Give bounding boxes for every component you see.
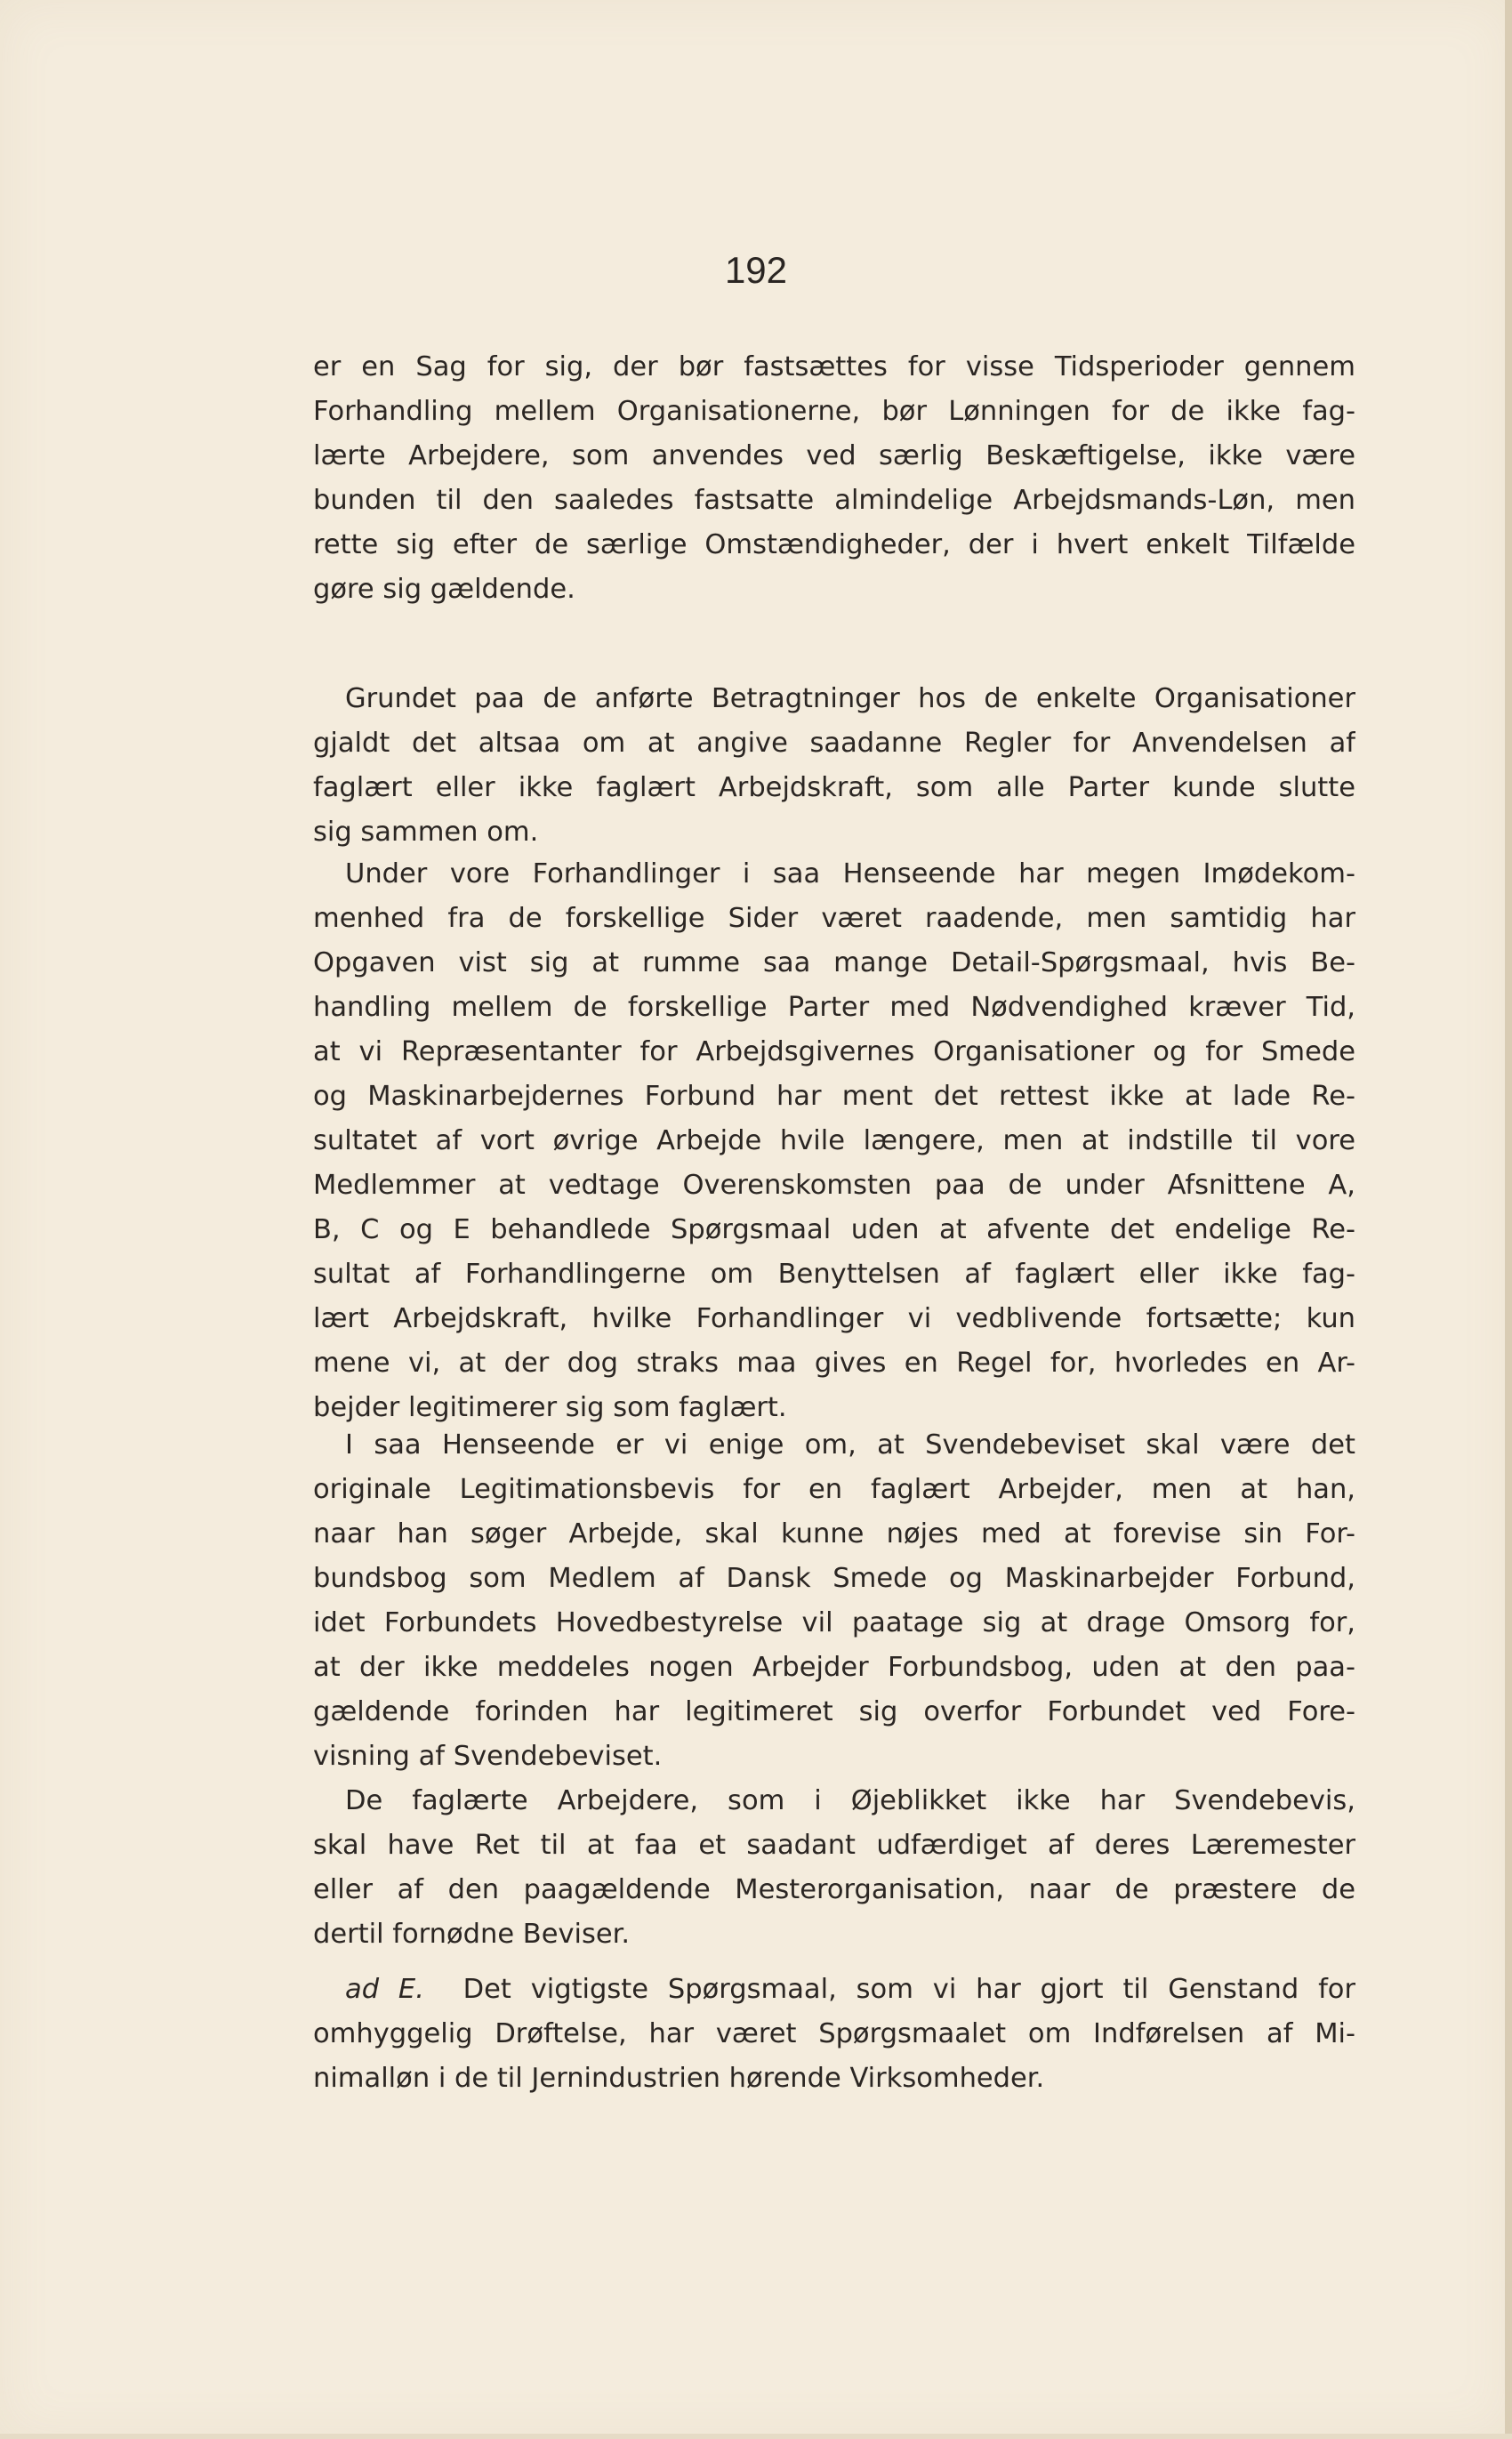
text-line: at vi Repræsentanter for Arbejdsgivernes Organisationer og for Smede bbox=[313, 1036, 1355, 1067]
page-number: 192 bbox=[724, 249, 788, 291]
text-line-rest: Det vigtigste Spørgsmaal, som vi har gjort til Genstand for bbox=[462, 1974, 1355, 2005]
text-line: faglært eller ikke faglært Arbejdskraft, som alle Parter kunde slutte bbox=[313, 772, 1355, 803]
text-line bbox=[313, 1968, 1355, 2012]
text-line: dertil fornødne Beviser. bbox=[313, 1919, 631, 1950]
text-line: rette sig efter de særlige Omstændigheder, der i hvert enkelt Tilfælde bbox=[313, 529, 1355, 560]
text-line: omhyggelig Drøftelse, har været Spørgsmaalet om Indførelsen af Mi- bbox=[313, 2018, 1355, 2049]
section-lead: ad E. bbox=[345, 1974, 424, 2005]
text-line: og Maskinarbejdernes Forbund har ment det rettest ikke at lade Re- bbox=[313, 1081, 1355, 1112]
text-line: Under vore Forhandlinger i saa Henseende har megen Imødekom- bbox=[345, 858, 1355, 889]
text-line: at der ikke meddeles nogen Arbejder Forbundsbog, uden at den paa- bbox=[313, 1652, 1355, 1683]
paragraph-5 bbox=[313, 1779, 1355, 1957]
paragraph-1 bbox=[313, 345, 1355, 612]
text-line: naar han søger Arbejde, skal kunne nøjes med at forevise sin For- bbox=[313, 1518, 1355, 1550]
text-line: lært Arbejdskraft, hvilke Forhandlinger vi vedblivende fortsætte; kun bbox=[313, 1303, 1355, 1334]
page-edge-bottom bbox=[0, 2434, 1512, 2439]
text-line: visning af Svendebeviset. bbox=[313, 1741, 663, 1772]
text-line: eller af den paagældende Mesterorganisation, naar de præstere de bbox=[313, 1874, 1355, 1905]
text-line: sultat af Forhandlingerne om Benyttelsen af faglært eller ikke fag- bbox=[313, 1259, 1355, 1290]
text-line: I saa Henseende er vi enige om, at Svendebeviset skal være det bbox=[345, 1429, 1355, 1461]
paragraph-3 bbox=[313, 852, 1355, 1430]
text-line: handling mellem de forskellige Parter med Nødvendighed kræver Tid, bbox=[313, 992, 1355, 1023]
text-line: Forhandling mellem Organisationerne, bør Lønningen for de ikke fag- bbox=[313, 396, 1355, 427]
page-edge-right bbox=[1505, 0, 1512, 2439]
text-line: menhed fra de forskellige Sider været raadende, men samtidig har bbox=[313, 903, 1355, 934]
text-line: B, C og E behandlede Spørgsmaal uden at afvente det endelige Re- bbox=[313, 1214, 1355, 1245]
text-line: gældende forinden har legitimeret sig overfor Forbundet ved Fore- bbox=[313, 1696, 1355, 1727]
text-line: bejder legitimerer sig som faglært. bbox=[313, 1392, 787, 1423]
text-line: mene vi, at der dog straks maa gives en Regel for, hvorledes en Ar- bbox=[313, 1348, 1355, 1379]
text-line: sultatet af vort øvrige Arbejde hvile længere, men at indstille til vore bbox=[313, 1125, 1355, 1156]
text-line: skal have Ret til at faa et saadant udfærdiget af deres Læremester bbox=[313, 1830, 1355, 1861]
paragraph-4 bbox=[313, 1423, 1355, 1779]
text-line: idet Forbundets Hovedbestyrelse vil paatage sig at drage Omsorg for, bbox=[313, 1607, 1355, 1638]
text-line: lærte Arbejdere, som anvendes ved særlig Beskæftigelse, ikke være bbox=[313, 440, 1355, 471]
text-line: er en Sag for sig, der bør fastsættes for visse Tidsperioder gennem bbox=[313, 351, 1355, 382]
text-line: nimalløn i de til Jernindustrien hørende Virksomheder. bbox=[313, 2063, 1045, 2094]
text-line: Medlemmer at vedtage Overenskomsten paa de under Afsnittene A, bbox=[313, 1170, 1355, 1201]
text-line: originale Legitimationsbevis for en faglært Arbejder, men at han, bbox=[313, 1474, 1355, 1505]
text-line: gøre sig gældende. bbox=[313, 574, 575, 605]
text-line: sig sammen om. bbox=[313, 817, 539, 848]
paragraph-6 bbox=[313, 1968, 1355, 2101]
text-line: Grundet paa de anførte Betragtninger hos de enkelte Organisationer bbox=[345, 683, 1355, 714]
text-line: Opgaven vist sig at rumme saa mange Detail-Spørgsmaal, hvis Be- bbox=[313, 947, 1355, 978]
text-line: bunden til den saaledes fastsatte almindelige Arbejdsmands-Løn, men bbox=[313, 485, 1355, 516]
text-line: De faglærte Arbejdere, som i Øjeblikket ikke har Svendebevis, bbox=[345, 1785, 1355, 1816]
text-line: gjaldt det altsaa om at angive saadanne Regler for Anvendelsen af bbox=[313, 728, 1355, 759]
text-line: bundsbog som Medlem af Dansk Smede og Maskinarbejder Forbund, bbox=[313, 1563, 1355, 1594]
paragraph-2 bbox=[313, 677, 1355, 855]
